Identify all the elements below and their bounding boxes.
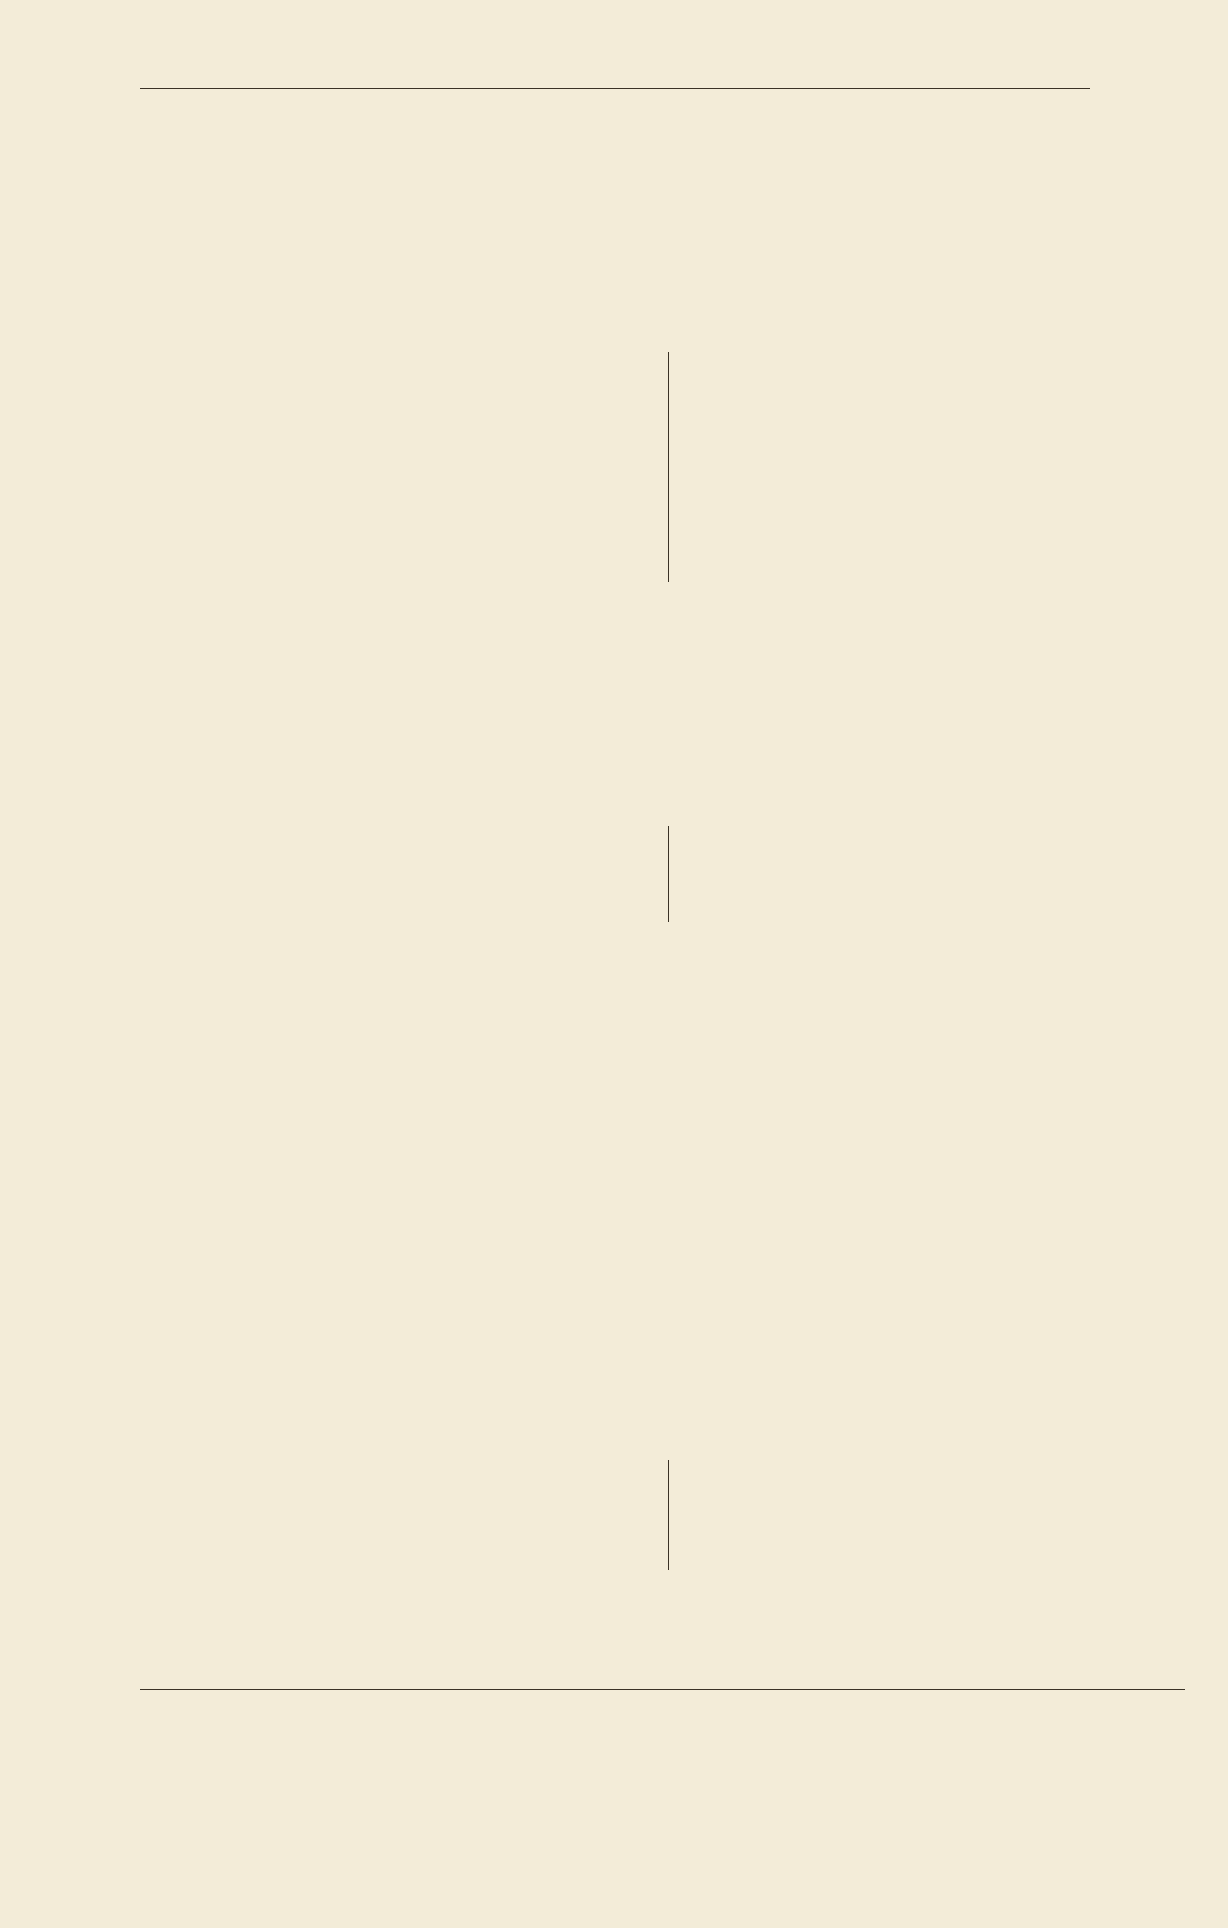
music-staff	[0, 1050, 1228, 1120]
music-staff	[0, 100, 1228, 190]
music-staff	[0, 230, 1228, 320]
music-staff	[0, 716, 1228, 786]
music-staff	[0, 1224, 1228, 1294]
footnote-rule	[140, 1689, 1185, 1690]
page-header	[140, 46, 1090, 86]
music-staff	[0, 1588, 1228, 1658]
music-staff	[0, 934, 1228, 1004]
column-divider	[668, 1460, 669, 1570]
music-staff	[0, 600, 1228, 670]
header-rule	[140, 88, 1090, 89]
column-divider	[668, 352, 669, 582]
music-staff	[0, 1342, 1228, 1412]
column-divider	[668, 826, 669, 922]
